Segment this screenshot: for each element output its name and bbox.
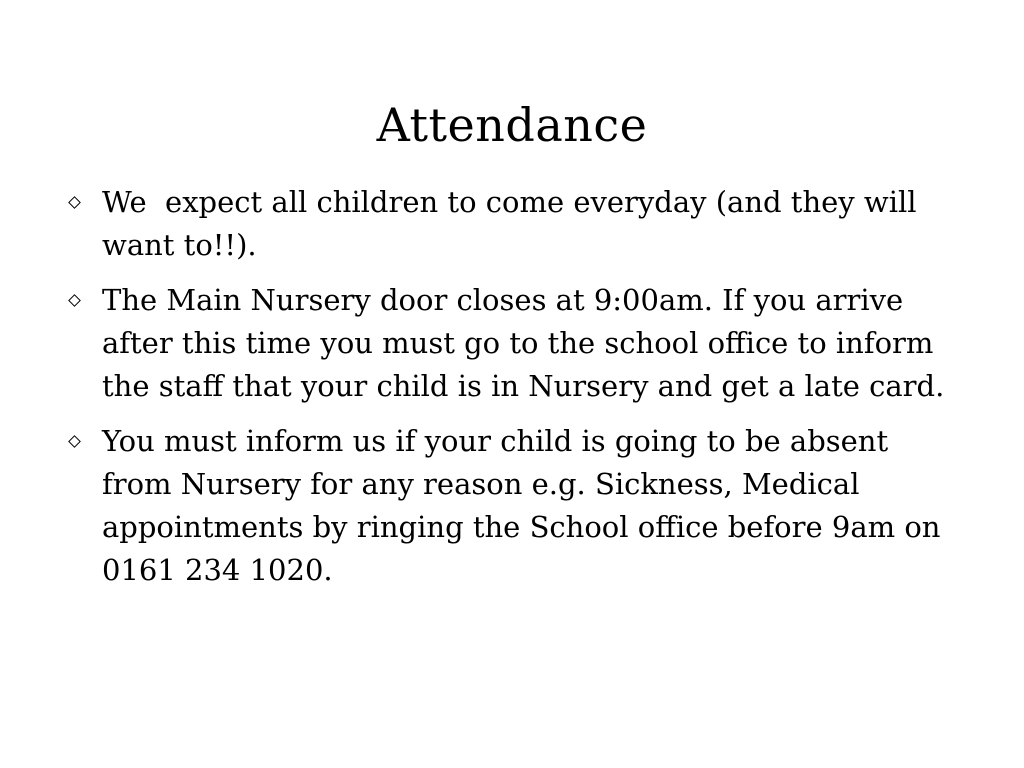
bullet-item-attendance-expectation [60, 181, 965, 267]
bullet-list [60, 181, 965, 604]
diamond-outline-icon [68, 196, 81, 209]
slide-title: Attendance [376, 97, 648, 152]
diamond-outline-icon [68, 294, 81, 307]
bullet-item-door-closing [60, 279, 965, 408]
bullet-text: We expect all children to come everyday (and they will want to!!). [102, 185, 926, 262]
diamond-outline-icon [68, 435, 81, 448]
bullet-text: You must inform us if your child is going to be absent from Nursery for any reason e.g. Sickness, Medical appointments by ringing the School office before 9am on 0161 234 1020. [102, 424, 941, 587]
bullet-text: The Main Nursery door closes at 9:00am. If you arrive after this time you must go to the school office to inform the staff that your child is in Nursery and get a late card. [102, 283, 945, 403]
bullet-item-absence-notice [60, 420, 965, 592]
